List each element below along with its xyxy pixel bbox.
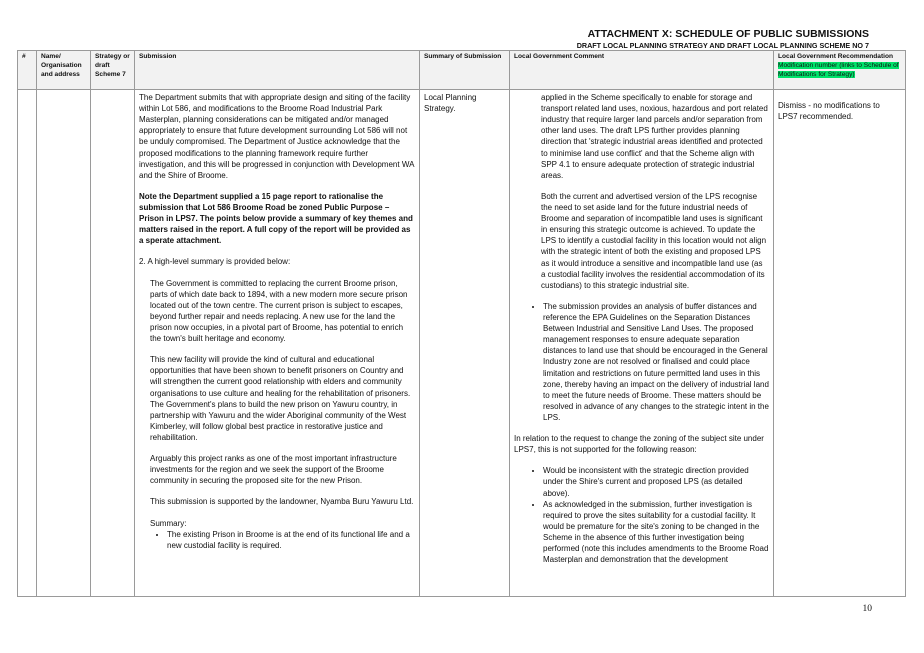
col-header-submission: Submission xyxy=(135,51,420,90)
submission-paragraph: The Department submits that with appropriate design and siting of the facility within Lot 586, and modifications to the Broome Road Industrial Park Masterplan, planning considerations can be mitigated and/or managed appropriately to ensure that future development surrounding Lot 586 will not be unduly compromised. The Department of Justice acknowledge that the proposed modifications to the planning framework require further investigation, and this will be progressed in conjunction with Development WA and the Shire of Broome. xyxy=(139,93,414,180)
submission-paragraph: The Government is committed to replacing the current Broome prison, parts of which date back to 1894, with a new modern more secure prison located out of the town centre. The current prison is subject to escapes, beyond further repair and needs replacing. A new use for the land the prison now occupies, in a pivotal part of Broome, has potential to enrich the town's built heritage and economy. xyxy=(150,278,408,344)
submissions-table xyxy=(17,50,906,597)
submission-paragraph: This submission is supported by the landowner, Nyamba Buru Yawuru Ltd. xyxy=(150,497,414,507)
cell-strategy xyxy=(91,90,135,597)
col-header-comment: Local Government Comment xyxy=(510,51,774,90)
col-header-summary: Summary of Submission xyxy=(420,51,510,90)
cell-name xyxy=(37,90,91,597)
submission-paragraph: This new facility will provide the kind of cultural and educational opportunities that have been shown to benefit prisoners on Country and will strengthen the current good relationship with elders and community organisations to use culture and healing for the rehabilitation of prisoners. The Government's plans to build the new prison on Yawuru country, in partnership with Yawuru and the wider Aboriginal community of the West Kimberley, will follow global best practice in restorative justice and rehabilitation. xyxy=(150,355,411,442)
col-header-strategy: Strategy or draft Scheme 7 xyxy=(91,51,135,90)
comment-list xyxy=(514,465,769,565)
comment-paragraph: Both the current and advertised version of the LPS recognise the need to set aside land for the future industrial needs of Broome and separation of incompatible land uses is significant in ensuring this strategic outcome is achieved. To update the LPS to identify a custodial facility in this location would not align with the strategic intent of both the existing and proposed LPS as it would introduce a sensitive and incompatible land use (as a custodial facility involves the residential accommodation of its custodians) to this strategic industrial site. xyxy=(541,191,767,290)
comment-paragraph: applied in the Scheme specifically to enable for storage and transport related land uses, noxious, hazardous and port related industry that require larger land parcels and/or separation from other land uses. The draft LPS further provides planning direction that 'strategic industrial areas identified and protected to minimise land use conflict' and that the Scheme align with SPP 4.1 to ensure adequate protection of strategic industrial areas. xyxy=(541,93,768,180)
page-number: 10 xyxy=(862,604,872,614)
document-title: ATTACHMENT X: SCHEDULE OF PUBLIC SUBMISSIONS xyxy=(587,28,869,40)
submission-note: Note the Department supplied a 15 page report to rationalise the submission that Lot 586 Broome Road be zoned Public Purpose – Prison in LPS7. The points below provide a summary of key themes and matters raised in the report. A full copy of the report will be provided as a sperate attachment. xyxy=(139,191,413,246)
table-row xyxy=(18,90,906,597)
list-item: • The existing Prison in Broome is at the end of its functional life and a new custodial facility is required. xyxy=(167,529,415,551)
recommendation-text: Dismiss - no modifications to LPS7 recommended. xyxy=(778,101,880,122)
cell-comment xyxy=(510,90,774,597)
col-header-recommendation xyxy=(774,51,906,90)
list-item: • The submission provides an analysis of buffer distances and reference the EPA Guidelines on the Separation Distances Between Industrial and Sensitive Land Uses. The proposed management responses to ensure adequate separation distances to land use that should be encouraged in the General Industry zone are not resolved or finalised and could place limitation and restrictions on future permitted land uses in this zone, thereby having an impact on the delivery of industrial land to meet the future needs of Broome. These matters should be resolved in advance of any changes to the strategic intent in the LPS. xyxy=(543,301,769,423)
comment-list xyxy=(514,301,769,423)
cell-summary: Local Planning Strategy. xyxy=(420,90,510,597)
document-subtitle: DRAFT LOCAL PLANNING STRATEGY AND DRAFT LOCAL PLANNING SCHEME NO 7 xyxy=(576,41,869,50)
submission-item-2: 2. A high-level summary is provided below: xyxy=(139,257,291,267)
col-header-name: Name/ Organisation and address xyxy=(37,51,91,90)
submission-summary-label: Summary: xyxy=(150,518,187,528)
cell-recommendation xyxy=(774,90,906,597)
list-item: • Would be inconsistent with the strategic direction provided under the Shire's current and proposed LPS (as detailed above). xyxy=(543,465,769,498)
table-header-row xyxy=(18,51,906,90)
recommendation-header-note: Modification number (links to Schedule of Modifications for Strategy) xyxy=(778,61,899,78)
list-item: • As acknowledged in the submission, further investigation is required to prove the sites suitability for a custodial facility. It would be premature for the site's zoning to be changed in the Scheme in the absence of this further investigation being performed (note this includes amendments to the Broome Road Masterplan and demonstration that the development xyxy=(543,499,769,566)
cell-number xyxy=(18,90,37,597)
recommendation-header-title: Local Government Recommendation xyxy=(778,53,894,60)
cell-submission xyxy=(135,90,420,597)
comment-paragraph: In relation to the request to change the zoning of the subject site under LPS7, this is not supported for the following reason: xyxy=(514,434,764,455)
col-header-number: # xyxy=(18,51,37,90)
submission-paragraph: Arguably this project ranks as one of the most important infrastructure investments for the region and we seek the support of the Broome community in securing the proposed site for the new Prison. xyxy=(150,454,397,486)
submission-summary-list xyxy=(150,529,415,551)
